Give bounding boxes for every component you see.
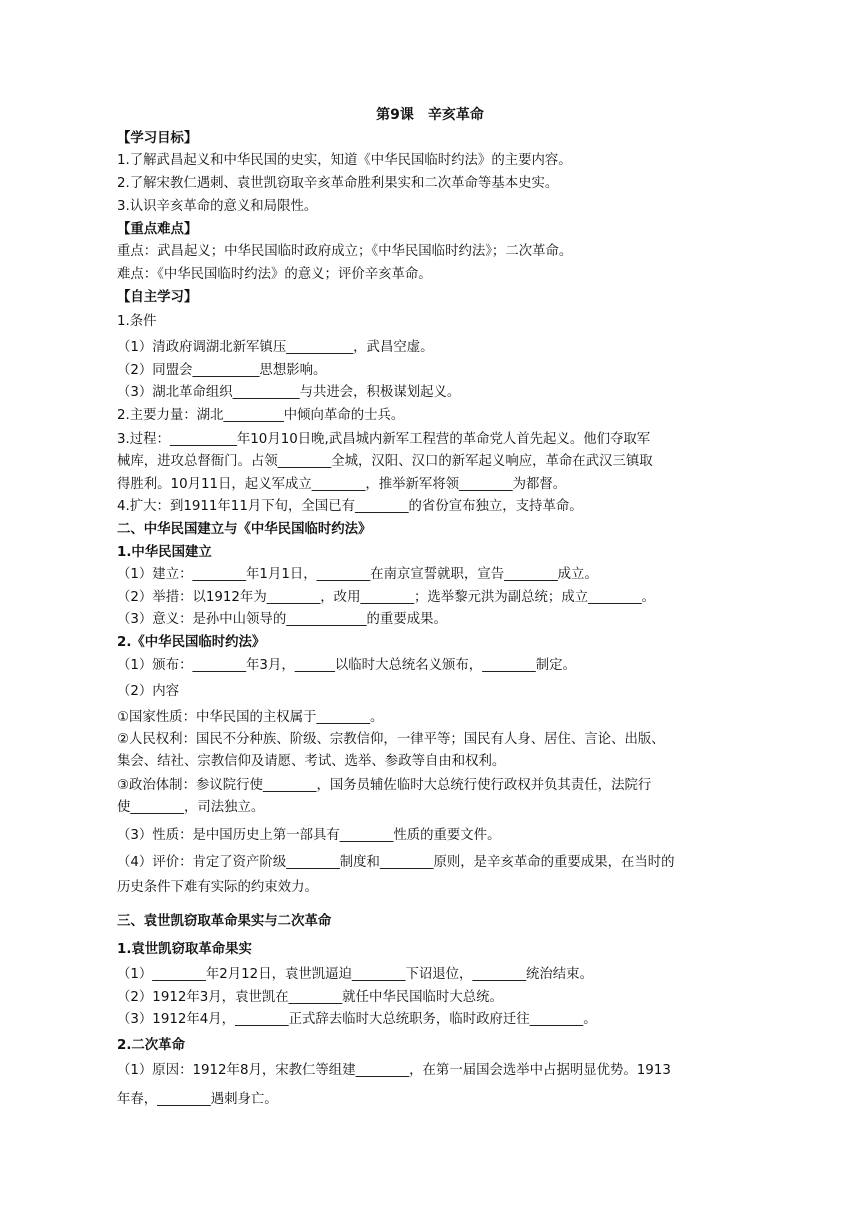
- political-system-line-1: ③政治体制：参议院行使________，国务员辅佐临时大总统行使行政权并负其责任，法院行: [117, 778, 652, 793]
- section-heading-key-points: 【重点难点】: [117, 222, 198, 237]
- goal-line-1: 1.了解武昌起义和中华民国的史实，知道《中华民国临时约法》的主要内容。: [117, 153, 572, 168]
- difficulty-line: 难点：《中华民国临时约法》的意义；评价辛亥革命。: [117, 267, 432, 282]
- main-force: 2.主要力量：湖北_________中倾向革命的士兵。: [117, 408, 405, 423]
- goal-line-2: 2.了解宋教仁遇刺、袁世凯窃取辛亥革命胜利果实和二次革命等基本史实。: [117, 176, 559, 191]
- provisional-constitution-heading: 2.《中华民国临时约法》: [117, 635, 266, 650]
- lesson-title: 第9课 辛亥革命: [376, 107, 484, 123]
- usurpation-heading: 1.袁世凯窃取革命果实: [117, 942, 252, 957]
- significance-line: （3）意义：是孙中山领导的____________的重要成果。: [117, 612, 447, 627]
- cause-line-2: 年春，________遇刺身亡。: [117, 1092, 278, 1107]
- process-line-3: 得胜利。10月11日，起义军成立________，推举新军将领________为都督。: [117, 477, 567, 492]
- section-heading-goals: 【学习目标】: [117, 131, 198, 146]
- condition-1: （1）清政府调湖北新军镇压__________，武昌空虚。: [117, 340, 434, 355]
- nature-line: （3）性质：是中国历史上第一部具有________性质的重要文件。: [117, 828, 501, 843]
- cause-line-1: （1）原因：1912年8月，宋教仁等组建________，在第一届国会选举中占据明显优势。1913: [117, 1063, 671, 1078]
- evaluation-line-2: 历史条件下难有实际的约束效力。: [117, 880, 318, 895]
- evaluation-line-1: （4）评价：肯定了资产阶级________制度和________原则，是辛亥革命的重要成果，在当时的: [117, 855, 675, 870]
- usurpation-line-3: （3）1912年4月，________正式辞去临时大总统职务，临时政府迁往________。: [117, 1012, 597, 1027]
- usurpation-line-2: （2）1912年3月，袁世凯在________就任中华民国临时大总统。: [117, 990, 503, 1005]
- usurpation-line-1: （1）________年2月12日，袁世凯逼迫________下诏退位，________统治结束。: [117, 967, 593, 982]
- condition-2: （2）同盟会__________思想影响。: [117, 363, 327, 378]
- state-nature-line: ①国家性质：中华民国的主权属于________。: [117, 710, 384, 725]
- roc-founding-heading: 1.中华民国建立: [117, 545, 212, 560]
- content-heading: （2）内容: [117, 684, 180, 699]
- people-rights-line-1: ②人民权利：国民不分种族、阶级、宗教信仰，一律平等；国民有人身、居住、言论、出版、: [117, 732, 665, 747]
- part-two-heading: 二、中华民国建立与《中华民国临时约法》: [117, 522, 372, 537]
- political-system-line-2: 使________，司法独立。: [117, 800, 265, 815]
- process-line-2: 械库，进攻总督衙门。占领________全城，汉阳、汉口的新军起义响应，革命在武汉三镇取: [117, 454, 653, 469]
- people-rights-line-2: 集会、结社、宗教信仰及请愿、考试、选举、参政等自由和权利。: [117, 754, 506, 769]
- promulgation-line: （1）颁布：________年3月，______以临时大总统名义颁布，________制定。: [117, 658, 576, 673]
- part-three-heading: 三、袁世凯窃取革命果实与二次革命: [117, 914, 332, 929]
- key-point-line: 重点：武昌起义；中华民国临时政府成立；《中华民国临时约法》；二次革命。: [117, 244, 573, 259]
- expansion-line: 4.扩大：到1911年11月下旬，全国已有________的省份宣布独立，支持革命。: [117, 499, 583, 514]
- second-revolution-heading: 2.二次革命: [117, 1038, 185, 1053]
- item-conditions: 1.条件: [117, 314, 157, 329]
- founding-line: （1）建立：________年1月1日，________在南京宣誓就职，宣告________成立。: [117, 567, 598, 582]
- section-heading-self-study: 【自主学习】: [117, 290, 198, 305]
- process-line-1: 3.过程：__________年10月10日晚,武昌城内新军工程营的革命党人首先起义。他们夺取军: [117, 432, 651, 447]
- measures-line: （2）举措：以1912年为________，改用________；选举黎元洪为副总统；成立________。: [117, 590, 656, 605]
- condition-3: （3）湖北革命组织__________与共进会，积极谋划起义。: [117, 385, 461, 400]
- goal-line-3: 3.认识辛亥革命的意义和局限性。: [117, 199, 318, 214]
